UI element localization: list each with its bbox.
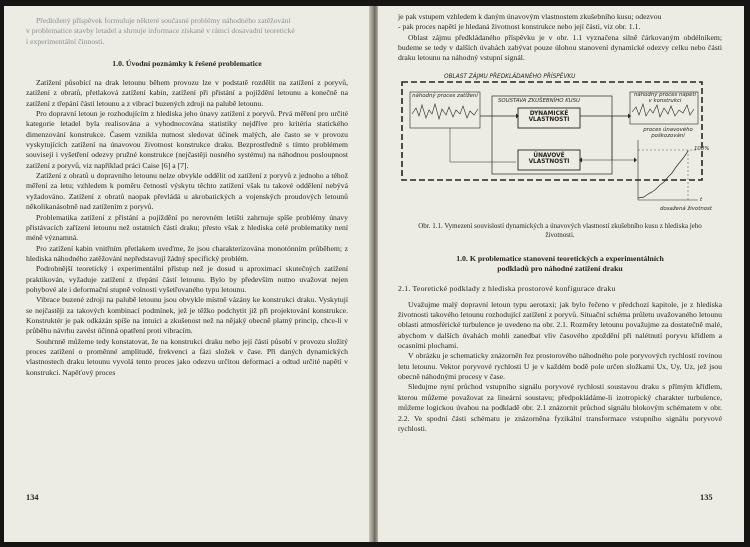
figure-input-label: náhodný proces zatížení [412,92,478,99]
intro-line: Předložený příspěvek formuluje některé současné problémy náhodného zatěžování [36,16,291,25]
body-paragraph: V obrázku je schematicky znázorněn řez prostorového náhodného pole poryvových rychlostí rovinou letu letounu. Vektor poryvové rychlosti U je v každém bodě pole určen složkami Ux, Uy, Uz, jež jsou obecně náhodnými procesy v čase. [398,351,722,382]
figure-caption: Obr. 1.1. Vymezení souvislostí dynamických a únavových vlastností zkušebního kusu z hlediska jeho životnosti. [418,221,702,239]
body-paragraph: Vibrace buzené zdroji na palubě letounu jsou obvykle místně vázány ke konstrukci draku. Vyskytují se nejčastěji za takových kombinací podmínek, jež je těžko podchytit již při projektování konstrukce. Konstruktér je pak odkázán spíše na intuici a zkušenost než na nějaký obecně platný princip, chce-li v průběhu návrhu zavést účinná opatření proti vibracím. [26,295,348,336]
section-heading: 1.0. Úvodní poznámky k řešené problematice [112,59,262,69]
right-column [398,12,722,434]
body-paragraph: Oblast zájmu předkládaného příspěvku je v obr. 1.1 vyznačena silně čárkovaným obdélníkem; budeme se tedy v dalších úvahách zabývat pouze úlohou stanovení dynamické odezvy celku nebo části draku letounu na náhodný vstupní signál. [398,32,722,63]
subsection-heading: 2.1. Teoretické podklady z hlediska prostorové konfigurace draku [398,283,616,293]
left-page [4,6,370,542]
figure-fatigue-box-label: ÚNAVOVÉ VLASTNOSTI [528,152,570,166]
body-paragraph: Zatížení působící na drak letounu během provozu lze v podstatě rozdělit na zatížení z poryvů, zatížení z obratů, přetlaková zatížení kabin, zatížení při přistání a pojíždění letounu a konečně na zatížení z třepání částí letounu a z vibrací buzených zdroji na palubě letounu. [26,78,348,108]
figure-damage-label: proces únavového poškozování [643,126,693,139]
page-number: 134 [26,493,39,502]
intro-line: v problematice stavby letadel a shrnuje informace získané v rámci dosavadní teoretické [26,26,295,36]
figure-diagram [398,70,722,220]
right-page [378,6,744,542]
body-paragraph: Sledujme nyní průchod vstupního signálu poryvové rychlosti soustavou draku s přímým křídlem, kterou můžeme považovat za lineární soustavu; předpokládáme-li izotropický charakter turbulence, můžeme logickou úvahou na podkladě obr. 2.1 znázornit průchod signálu blokovým schématem v obr. 2.2. Ve spodní části schématu je znázorněna fyzikální transformace vstupního signálu poryvové rychlosti. [398,382,722,433]
figure-system-label: SOUSTAVA ZKUŠEBNÍHO KUSU [498,97,580,104]
figure-area-label: OBLAST ZÁJMU PŘEDKLÁDANÉHO PŘÍSPĚVKU [444,73,576,80]
figure-result-label: dosažená životnost [660,205,712,212]
body-paragraph: Souhrnně můžeme tedy konstatovat, že na konstrukci draku nebo její části působí v provozu složitý proces zatížení o proměnné amplitudě, frekvenci a fázi složek v čase. Při daných dynamických vlastnostech draku letounu vyvolá tento proces jako odezvu určitou deformaci a odtud určité napětí v konstrukci. Napěťový proces [26,336,348,377]
intro-paragraph [26,16,348,47]
section-heading-line: 1.0. K problematice stanovení teoretických a experimentálních [456,253,664,263]
left-column [26,16,348,378]
body-paragraph: Pro zatížení kabin vnitřním přetlakem uveďme, že jsou charakterizována monotónním průběhem; z hlediska náhodného zatěžování nepředstavují žádný specifický problém. [26,243,348,263]
page-number: 135 [700,493,713,502]
figure-dynamic-box-label: DYNAMICKÉ VLASTNOSTI [528,110,570,124]
body-paragraph: Podrobnější teoretický i experimentální přístup než je dosud u aproximací skutečných zatížení praktikován, vyžaduje zatížení z třepání částí letounu. Bylo by především nutno uvažovat nejen pohybové ale i deformační stupně volnosti vyšetřovaného typu letounu. [26,264,348,294]
body-paragraph: Pro dopravní letoun je rozhodujícím z hlediska jeho únavy zatížení z poryvů. Prvá měření pro určité kategorie letadel byla realisována a vyhodnocována statistiky nejdříve pro kritéria statického dimenzování konstrukce. Časem vznikla nutnost sledovat účinek malých, ale často se v provozu vyskytujících zatížení na únavovou životnost konstrukce draku. Bezprostředně s tímto problémem souvisejí i vyšetření odezvy pružné konstrukce (nejčastěji nosného systému) na náhodnou posloupnost zatížení z poryvů, viz například práci Caise [6] a [7]. [26,109,348,170]
section-heading-line: podkladů pro náhodné zatížení draku [497,263,623,273]
body-paragraph: Uvažujme malý dopravní letoun typu aerotaxi; jak bylo řečeno v předchozí kapitole, je z hlediska životnosti takového letounu rozhodující zatížení z poryvů. Situační schéma průletu uvažovaného letounu oblasti atmosférické turbulence je uvedeno na obr. 2.1. Rozměry letounu považujme za dostatečně malé, abychom v dalších úvahách mohli zanedbat vliv časového zpoždění při nalétnutí poryvu křídlem a ocasními plochami. [398,299,722,351]
body-line: - pak proces napětí je hledaná životnost konstrukce nebo její části, viz obr. 1.1. [398,22,641,32]
body-paragraph: Problematika zatížení z přistání a pojíždění po nerovném letišti zahrnuje spíše problémy únavy přistávacích zařízení letounu než ostatních částí draku; přesto však z hlediska celé problematiky není méně významná. [26,212,348,243]
figure-percent-label: 100% [694,145,710,152]
figure-time-label: t [700,196,703,203]
body-paragraph: Zatížení z obratů u dopravního letounu nelze obvykle oddělit od zatížení z poryvů z jednoho a téhož měření za letu; vzhledem k poměru četností výskytu těchto zatížení však tu takové oddělení nebývá vyžadováno. Zatížení z obratů naopak převládá u akrobatických a vojenských proudových letounů několikanásobně nad zatížením z poryvů. [26,171,348,212]
figure-output-label: náhodný proces napětí v konstrukci [634,91,696,104]
intro-line: i experimentální činnosti. [26,36,105,46]
body-line: je pak vstupem vzhledem k daným únavovým vlastnostem zkušebního kusu; odezvou [398,12,662,21]
